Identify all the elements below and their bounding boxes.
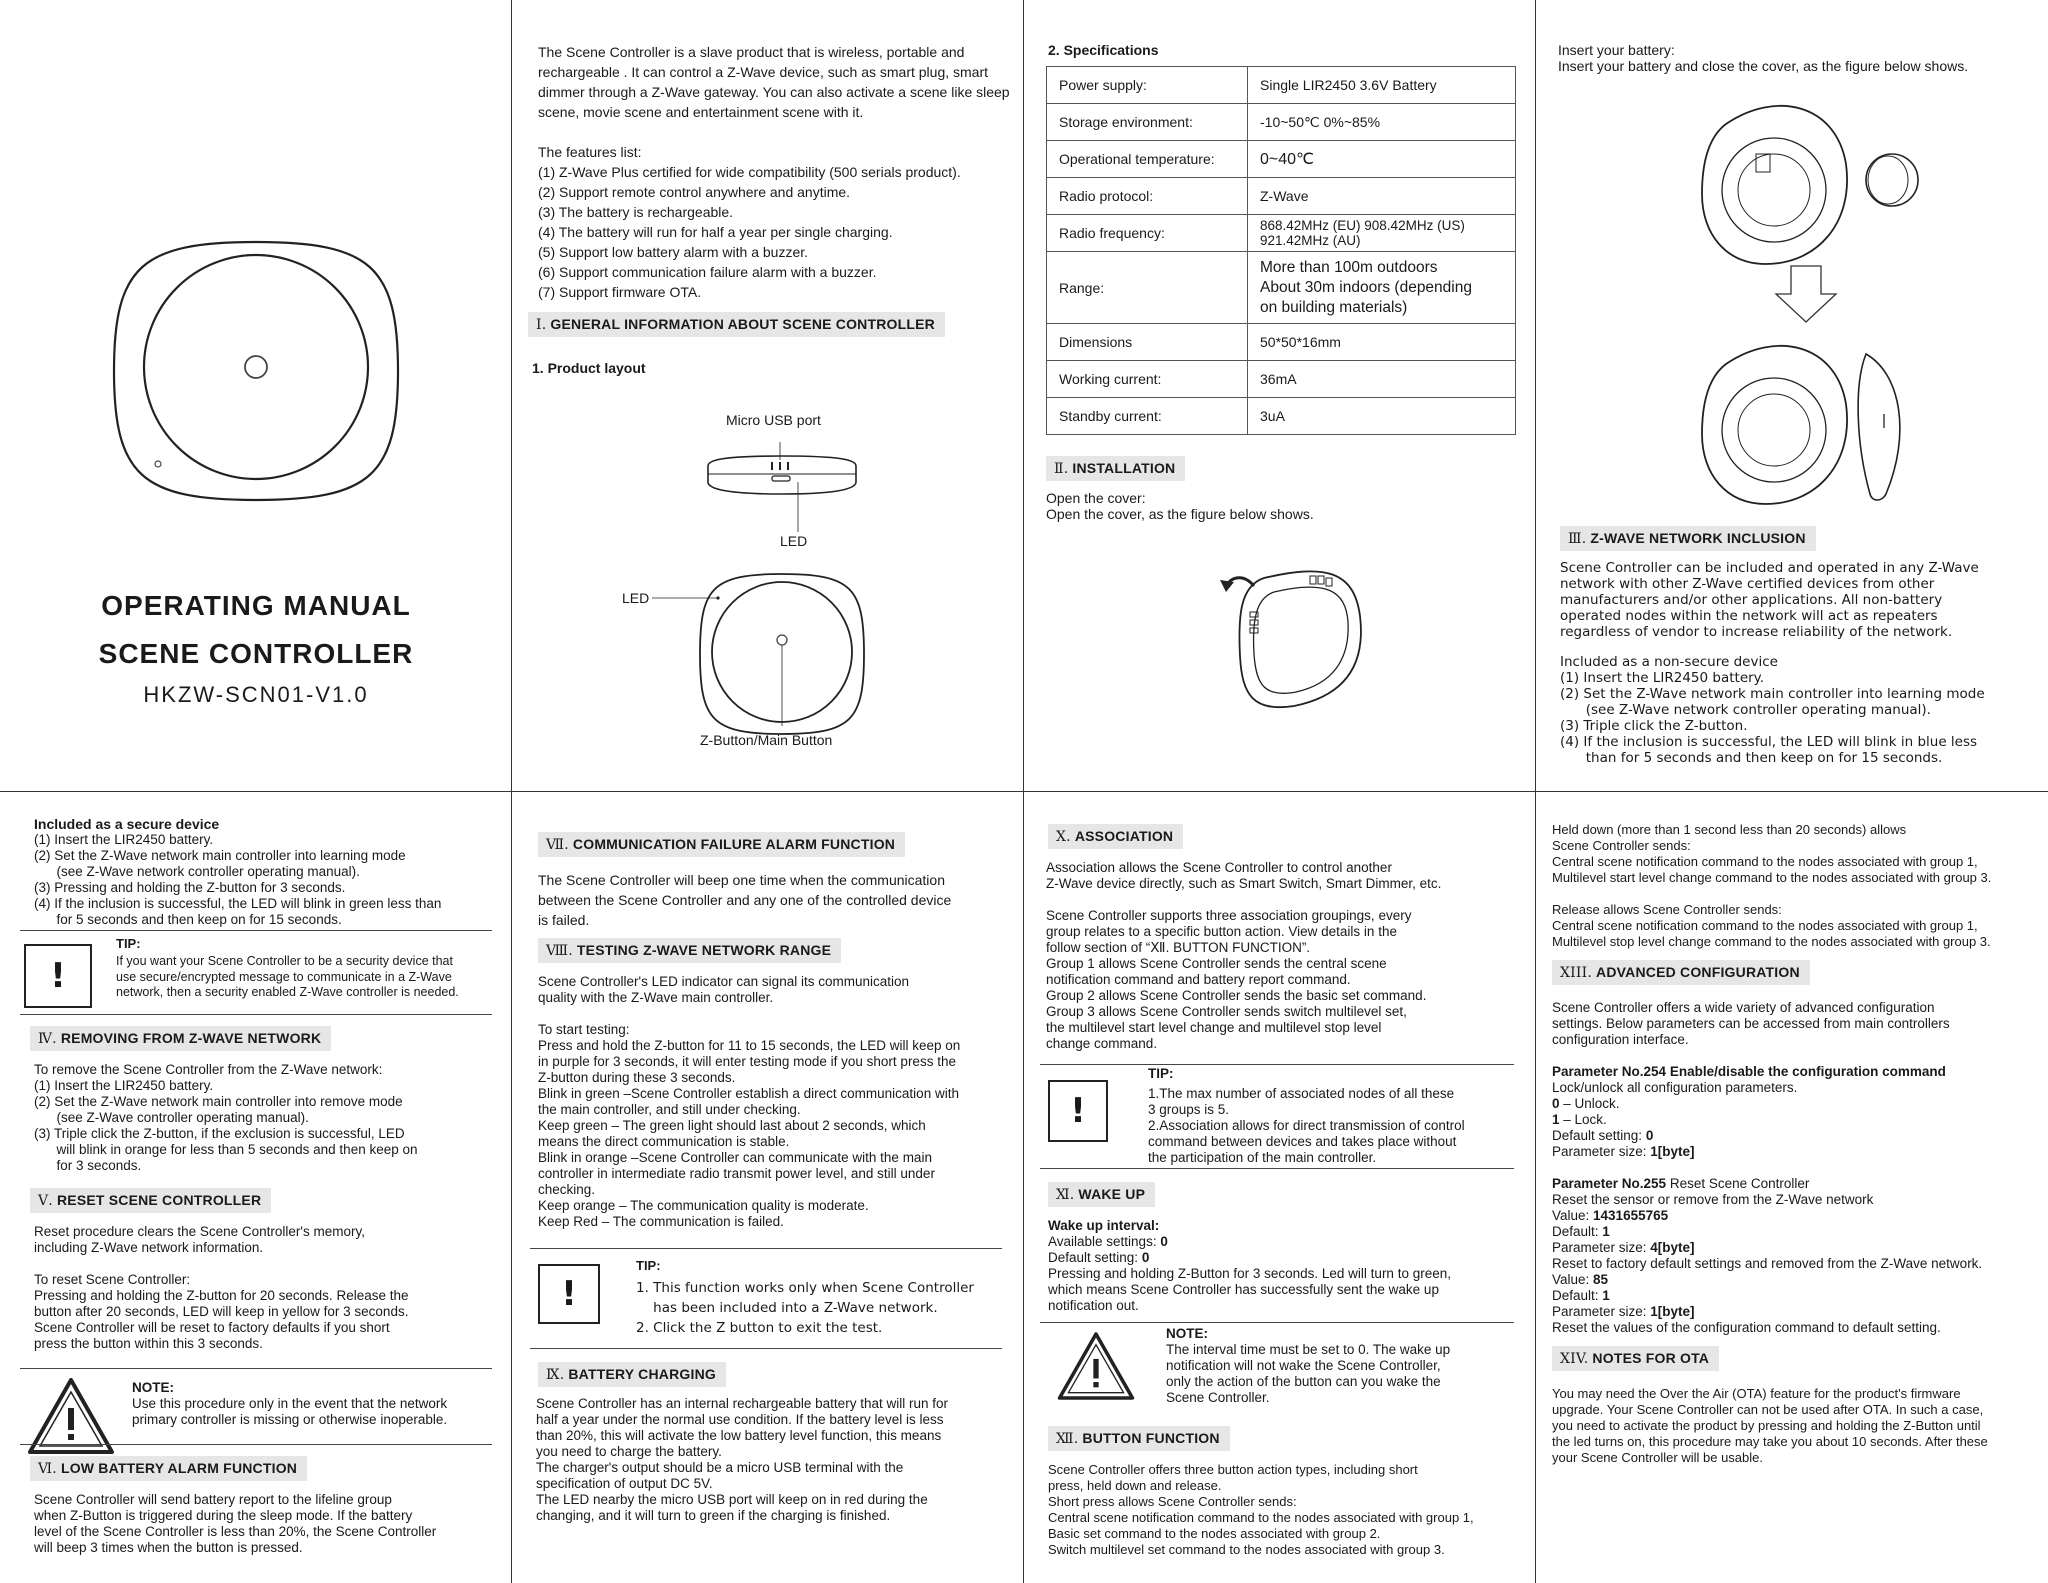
spec-key: Storage environment: bbox=[1047, 104, 1248, 141]
param-255-desc: Reset the sensor or remove from the Z-Wave network bbox=[1552, 1192, 1874, 1207]
section-heading-battery-charging: Ⅸ. BATTERY CHARGING bbox=[538, 1362, 726, 1387]
tip-text: 1. This function works only when Scene Controller has been included into a Z-Wave network. 2. Click the Z button to exit the test. bbox=[636, 1280, 974, 1336]
spec-key: Radio frequency: bbox=[1047, 215, 1248, 252]
tip-bottom-rule bbox=[1040, 1168, 1514, 1169]
label-led-top: LED bbox=[780, 533, 808, 549]
section-heading-installation: Ⅱ. INSTALLATION bbox=[1046, 456, 1185, 481]
tip-title: TIP: bbox=[636, 1258, 661, 1273]
section-heading-low-battery: Ⅵ. LOW BATTERY ALARM FUNCTION bbox=[30, 1456, 307, 1481]
nonsecure-title: Included as a non-secure device bbox=[1560, 654, 1778, 670]
open-cover-text: Open the cover: Open the cover, as the figure below shows. bbox=[1046, 490, 1314, 522]
param-254-size: Parameter size: 1[byte] bbox=[1552, 1144, 1695, 1159]
spec-key: Power supply: bbox=[1047, 67, 1248, 104]
wake-up-interval-title: Wake up interval: bbox=[1048, 1218, 1160, 1233]
warning-triangle-icon bbox=[1056, 1330, 1136, 1402]
tip-text: 1.The max number of associated nodes of all these 3 groups is 5. 2.Association allows for direct transmission of control command between devices and takes place without the participation of the main controller. bbox=[1148, 1086, 1465, 1165]
spec-value: More than 100m outdoors About 30m indoors (depending on building materials) bbox=[1248, 252, 1516, 324]
remove-text: To remove the Scene Controller from the Z-Wave network: (1) Insert the LIR2450 battery. (2) Set the Z-Wave network main controller into remove mode (see Z-Wave controller operating manual). (3) Triple click the Z-button, if the exclusion is successful, LED will blink in orange for less than 5 seconds and then keep on for 3 seconds. bbox=[34, 1062, 418, 1173]
param-255-reset-text: Reset to factory default settings and removed from the Z-Wave network. bbox=[1552, 1256, 1983, 1271]
secure-title: Included as a secure device bbox=[34, 816, 220, 832]
label-led-left: LED bbox=[622, 590, 650, 606]
battery-insertion-illustration bbox=[1686, 94, 1926, 534]
label-z-button: Z-Button/Main Button bbox=[700, 732, 833, 748]
tip-top-rule bbox=[1040, 1064, 1514, 1065]
cover-title-scene-controller: SCENE CONTROLLER bbox=[98, 638, 414, 669]
features-list bbox=[538, 162, 961, 302]
note-title: NOTE: bbox=[132, 1380, 174, 1395]
param-255-reset-text-2: Reset the values of the configuration command to default setting. bbox=[1552, 1320, 1941, 1335]
table-row bbox=[1047, 141, 1516, 178]
feature-item: (1) Z-Wave Plus certified for wide compatibility (500 serials product). bbox=[538, 164, 961, 180]
insert-battery-text: Insert your battery: Insert your battery and close the cover, as the figure below shows. bbox=[1558, 42, 1969, 74]
held-down-text: Held down (more than 1 second less than 20 seconds) allows Scene Controller sends: Central scene notification command to the nodes associated with group 1, Multilevel start level change command to the nodes associated with group 3. Release allows Scene Controller sends: Central scene notification command to the nodes associated with group 1, Multilevel stop level change command to the nodes associated with group 3. bbox=[1552, 822, 1992, 949]
spec-value: 868.42MHz (EU) 908.42MHz (US) 921.42MHz (AU) bbox=[1248, 215, 1516, 252]
spec-value: 0~40℃ bbox=[1248, 141, 1516, 178]
device-front-view bbox=[652, 568, 872, 738]
table-row bbox=[1047, 324, 1516, 361]
panel-advanced-config bbox=[1536, 792, 2048, 1583]
param-255-value-2: Value: 85 bbox=[1552, 1272, 1609, 1287]
param-255-default-2: Default: 1 bbox=[1552, 1288, 1610, 1303]
note-text: Use this procedure only in the event that the network primary controller is missing or otherwise inoperable. bbox=[132, 1396, 448, 1427]
section-heading-removing: Ⅳ. REMOVING FROM Z-WAVE NETWORK bbox=[30, 1026, 331, 1051]
panel-secure-inclusion bbox=[0, 792, 511, 1583]
comm-failure-text: The Scene Controller will beep one time when the communication between the Scene Controller and any one of the controlled device is failed. bbox=[538, 872, 952, 928]
section-heading-association: Ⅹ. ASSOCIATION bbox=[1048, 824, 1183, 849]
param-254-title: Parameter No.254 Enable/disable the configuration command bbox=[1552, 1064, 1946, 1079]
feature-item: (7) Support firmware OTA. bbox=[538, 284, 702, 300]
section-heading-wake-up: Ⅺ. WAKE UP bbox=[1048, 1182, 1155, 1207]
tip-top-rule bbox=[530, 1248, 1002, 1249]
spec-key: Dimensions bbox=[1047, 324, 1248, 361]
cover-model: HKZW-SCN01-V1.0 bbox=[143, 682, 369, 707]
specs-panel bbox=[1024, 0, 1535, 791]
spec-value: Single LIR2450 3.6V Battery bbox=[1248, 67, 1516, 104]
table-row bbox=[1047, 104, 1516, 141]
param-255-value: Value: 1431655765 bbox=[1552, 1208, 1669, 1223]
section-heading-ota: XIV. NOTES FOR OTA bbox=[1552, 1346, 1719, 1371]
note-top-rule bbox=[20, 1368, 492, 1369]
param-254-option-unlock: 0 – Unlock. bbox=[1552, 1096, 1620, 1111]
testing-range-text: Scene Controller's LED indicator can signal its communication quality with the Z-Wave main controller. To start testing: Press and hold the Z-button for 11 to 15 seconds, the LED will keep on in purple for 3 seconds, it will enter testing mode if you short press the Z-button during these 3 seconds. Blink in green –Scene Controller establish a direct communication with the main controller, and still under checking. Keep green – The green light should last about 2 seconds, which means the direct communication is stable. Blink in orange –Scene Controller can communicate with the main controller in intermediate radio transmit power level, and still under checking. Keep orange – The communication quality is moderate. Keep Red – The communication is failed. bbox=[538, 974, 961, 1229]
wake-available-settings: Available settings: 0 bbox=[1048, 1234, 1168, 1249]
param-255-title: Parameter No.255 Reset Scene Controller bbox=[1552, 1176, 1810, 1191]
param-254-desc: Lock/unlock all configuration parameters. bbox=[1552, 1080, 1798, 1095]
note-top-rule bbox=[1040, 1322, 1514, 1323]
section-heading-button-function: Ⅻ. BUTTON FUNCTION bbox=[1048, 1426, 1230, 1451]
specifications-title: 2. Specifications bbox=[1048, 42, 1159, 58]
tip-top-rule bbox=[20, 930, 492, 931]
tip-text: If you want your Scene Controller to be a security device that use secure/encrypted message to communicate in a Z-Wave network, then a security enabled Z-Wave controller is needed. bbox=[116, 954, 459, 999]
section-heading-testing-range: Ⅷ. TESTING Z-WAVE NETWORK RANGE bbox=[538, 938, 841, 963]
note-title: NOTE: bbox=[1166, 1326, 1208, 1341]
features-title: The features list: bbox=[538, 144, 642, 160]
reset-text: Reset procedure clears the Scene Controller's memory, including Z-Wave network information. To reset Scene Controller: Pressing and holding the Z-button for 20 seconds. Release the button after 20 seconds, LED will keep in yellow for 3 seconds. Scene Controller will be reset to factory defaults if you short press the button within this 3 seconds. bbox=[34, 1224, 409, 1351]
param-254-option-lock: 1 – Lock. bbox=[1552, 1112, 1607, 1127]
note-bottom-rule bbox=[20, 1444, 492, 1445]
section-heading-comm-failure: Ⅶ. COMMUNICATION FAILURE ALARM FUNCTION bbox=[538, 832, 905, 857]
param-254-default: Default setting: 0 bbox=[1552, 1128, 1654, 1143]
tip-bottom-rule bbox=[20, 1014, 492, 1015]
secure-steps: (1) Insert the LIR2450 battery. (2) Set the Z-Wave network main controller into learning mode (see Z-Wave network controller operating manual). (3) Pressing and holding the Z-button for 3 seconds. (4) If the inclusion is successful, the LED will blink in green less than for 5 seconds and then keep on for 15 seconds. bbox=[34, 832, 442, 927]
spec-value: 50*50*16mm bbox=[1248, 324, 1516, 361]
table-row bbox=[1047, 252, 1516, 324]
low-battery-text: Scene Controller will send battery report to the lifeline group when Z-Button is triggered during the sleep mode. If the battery level of the Scene Controller is less than 20%, the Scene Controller will beep 3 times when the button is pressed. bbox=[34, 1492, 437, 1555]
exclamation-icon: ! bbox=[1048, 1080, 1108, 1142]
product-layout-title: 1. Product layout bbox=[532, 360, 646, 376]
cover-title-operating-manual: OPERATING MANUAL bbox=[101, 590, 411, 621]
feature-item: (4) The battery will run for half a year per single charging. bbox=[538, 224, 893, 240]
param-255-size-2: Parameter size: 1[byte] bbox=[1552, 1304, 1695, 1319]
exclamation-icon: ! bbox=[24, 944, 92, 1008]
feature-item: (5) Support low battery alarm with a buzzer. bbox=[538, 244, 809, 260]
table-row bbox=[1047, 361, 1516, 398]
tip-bottom-rule bbox=[530, 1348, 1002, 1349]
param-255-size: Parameter size: 4[byte] bbox=[1552, 1240, 1695, 1255]
cover-panel bbox=[0, 0, 511, 791]
spec-key: Working current: bbox=[1047, 361, 1248, 398]
note-text: The interval time must be set to 0. The wake up notification will not wake the Scene Controller, only the action of the button can you wake the Scene Controller. bbox=[1166, 1342, 1451, 1405]
exclamation-icon: ! bbox=[538, 1264, 600, 1324]
panel-association bbox=[1024, 792, 1535, 1583]
inclusion-paragraph: Scene Controller can be included and operated in any Z-Wave network with other Z-Wave certified devices from other manufacturers and/or other applications. All non-battery operated nodes within the network will act as repeaters regardless of vendor to increase reliability of the network. bbox=[1560, 560, 1979, 640]
spec-value: -10~50℃ 0%~85% bbox=[1248, 104, 1516, 141]
advanced-config-text: Scene Controller offers a wide variety of advanced configuration settings. Below parameters can be accessed from main controllers configuration interface. bbox=[1552, 1000, 1950, 1047]
association-text: Association allows the Scene Controller to control another Z-Wave device directly, such as Smart Switch, Smart Dimmer, etc. Scene Controller supports three association groupings, every group relates to a specific button action. View details in the follow section of “Ⅻ. BUTTON FUNCTION”. Group 1 allows Scene Controller sends the central scene notification command and battery report command. Group 2 allows Scene Controller sends the basic set command. Group 3 allows Scene Controller sends switch multilevel set, the multilevel start level change and multilevel stop level change command. bbox=[1046, 860, 1442, 1051]
tip-title: TIP: bbox=[1148, 1066, 1174, 1081]
button-function-text: Scene Controller offers three button action types, including short press, held down and release. Short press allows Scene Controller sends: Central scene notification command to the nodes associated with group 1, Basic set command to the nodes associated with group 2. Switch multilevel set command to the nodes associated with group 3. bbox=[1048, 1462, 1474, 1557]
spec-value: Z-Wave bbox=[1248, 178, 1516, 215]
tip-title: TIP: bbox=[116, 936, 141, 951]
section-heading-reset: Ⅴ. RESET SCENE CONTROLLER bbox=[30, 1188, 271, 1213]
battery-panel bbox=[1536, 0, 2048, 791]
feature-item: (6) Support communication failure alarm with a buzzer. bbox=[538, 264, 877, 280]
section-heading-advanced-config: XIII. ADVANCED CONFIGURATION bbox=[1552, 960, 1810, 985]
table-row bbox=[1047, 67, 1516, 104]
spec-key: Standby current: bbox=[1047, 398, 1248, 435]
table-row bbox=[1047, 398, 1516, 435]
scene-controller-illustration bbox=[108, 236, 404, 506]
spec-value: 3uA bbox=[1248, 398, 1516, 435]
param-255-default: Default: 1 bbox=[1552, 1224, 1610, 1239]
specifications-table bbox=[1046, 66, 1516, 435]
spec-value: 36mA bbox=[1248, 361, 1516, 398]
feature-item: (2) Support remote control anywhere and anytime. bbox=[538, 184, 851, 200]
section-heading-general-info: Ⅰ. GENERAL INFORMATION ABOUT SCENE CONTROLLER bbox=[528, 312, 945, 337]
open-cover-illustration bbox=[1214, 556, 1374, 716]
wake-up-text: Pressing and holding Z-Button for 3 seconds. Led will turn to green, which means Scene Controller has successfully sent the wake up notification out. bbox=[1048, 1266, 1451, 1313]
battery-charging-text: Scene Controller has an internal rechargeable battery that will run for half a year under the normal use condition. If the battery level is less than 20%, this will activate the low battery level function, this means you need to charge the battery. The charger's output should be a micro USB terminal with the specification of output DC 5V. The LED nearby the micro USB port will keep on in red during the changing, and it will turn to green if the charging is finished. bbox=[536, 1396, 948, 1523]
nonsecure-steps: (1) Insert the LIR2450 battery. (2) Set the Z-Wave network main controller into learning mode (see Z-Wave network controller operating manual). (3) Triple click the Z-button. (4) If the inclusion is successful, the LED will blink in blue less than for 5 seconds and then keep on for 15 seconds. bbox=[1560, 670, 1985, 766]
ota-text: You may need the Over the Air (OTA) feature for the product's firmware upgrade. Your Scene Controller can not be used after OTA. In such a case, you need to activate the product by pressing and holding the Z-Button until the led turns on, this procedure may take you about 10 seconds. After these your Scene Controller will be usable. bbox=[1552, 1386, 1988, 1465]
section-heading-inclusion: Ⅲ. Z-WAVE NETWORK INCLUSION bbox=[1560, 526, 1816, 551]
panel-communication bbox=[512, 792, 1023, 1583]
spec-key: Range: bbox=[1047, 252, 1248, 324]
spec-key: Operational temperature: bbox=[1047, 141, 1248, 178]
intro-panel bbox=[512, 0, 1023, 791]
table-row bbox=[1047, 215, 1516, 252]
label-micro-usb-port: Micro USB port bbox=[726, 412, 821, 428]
spec-key: Radio protocol: bbox=[1047, 178, 1248, 215]
table-row bbox=[1047, 178, 1516, 215]
intro-paragraph: The Scene Controller is a slave product that is wireless, portable and rechargeable . It can control a Z-Wave device, such as smart plug, smart dimmer through a Z-Wave gateway. You can also activate a scene like sleep scene, movie scene and entertainment scene with it. bbox=[538, 44, 1014, 120]
feature-item: (3) The battery is rechargeable. bbox=[538, 204, 734, 220]
wake-default-setting: Default setting: 0 bbox=[1048, 1250, 1150, 1265]
